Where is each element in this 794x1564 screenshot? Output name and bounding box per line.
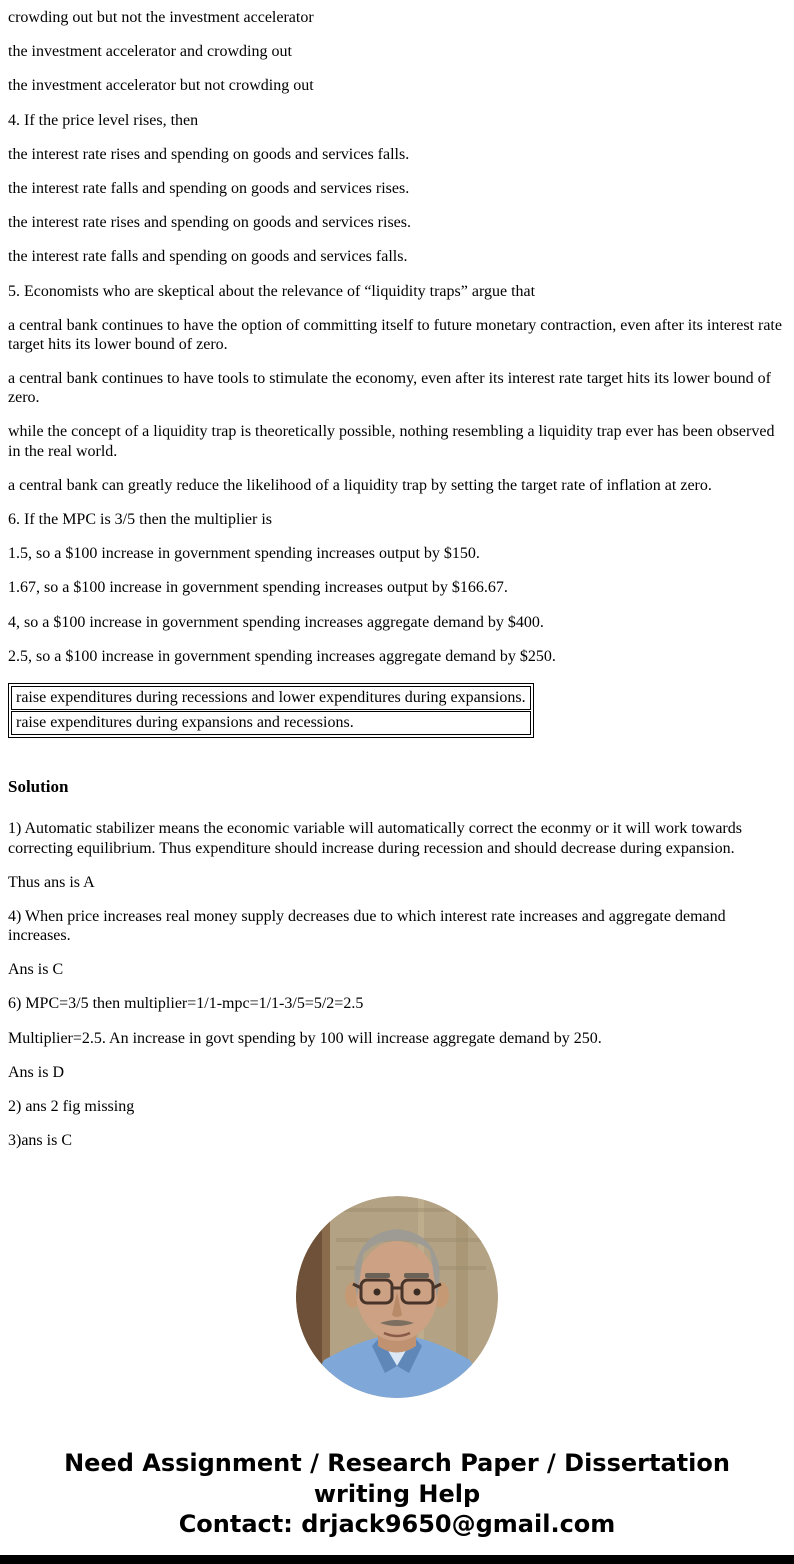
solution-section	[8, 777, 786, 1150]
paragraph: 4) When price increases real money supply decreases due to which interest rate increases and aggregate demand increases.	[8, 907, 726, 945]
paragraph: 1.5, so a $100 increase in government spending increases output by $150.	[8, 545, 480, 563]
paragraph: the interest rate rises and spending on goods and services falls.	[8, 145, 410, 163]
paragraph: a central bank can greatly reduce the likelihood of a liquidity trap by setting the target rate of inflation at zero.	[8, 476, 712, 494]
avatar-container	[296, 1196, 498, 1398]
footer-contact-email: Contact: drjack9650@gmail.com	[178, 1509, 616, 1538]
paragraph: a central bank continues to have the option of committing itself to future monetary contraction, even after its interest rate target hits its lower bound of zero.	[8, 316, 782, 353]
paragraph: the investment accelerator and crowding out	[8, 43, 292, 61]
paragraph: Multiplier=2.5. An increase in govt spending by 100 will increase aggregate demand by 250.	[8, 1029, 602, 1047]
table-row: raise expenditures during expansions and recessions.	[11, 711, 531, 735]
paragraph: a central bank continues to have tools to stimulate the economy, even after its interest rate target hits its lower bound of zero.	[8, 370, 771, 407]
paragraph: 1.67, so a $100 increase in government spending increases output by $166.67.	[8, 579, 508, 597]
paragraph: 2.5, so a $100 increase in government spending increases aggregate demand by $250.	[8, 647, 556, 665]
paragraph: Ans is C	[8, 961, 64, 979]
paragraph: the interest rate rises and spending on goods and services rises.	[8, 214, 412, 232]
footer-help-text: Need Assignment / Research Paper / Dissertation writing Help	[64, 1449, 730, 1508]
avatar	[296, 1196, 498, 1398]
paragraph: the interest rate falls and spending on goods and services falls.	[8, 248, 408, 266]
paragraph: the investment accelerator but not crowding out	[8, 77, 314, 95]
footer	[32, 1448, 762, 1539]
bottom-bar	[0, 1555, 794, 1564]
paragraph: 2) ans 2 fig missing	[8, 1098, 135, 1115]
paragraph: crowding out but not the investment accelerator	[8, 9, 314, 26]
table-row: raise expenditures during recessions and lower expenditures during expansions.	[11, 686, 531, 710]
paragraph: 1) Automatic stabilizer means the economic variable will automatically correct the econmy or it will work towards correcting equilibrium. Thus expenditure should increase during recession and should decrease during expansion.	[8, 820, 742, 857]
paragraph: 4, so a $100 increase in government spending increases aggregate demand by $400.	[8, 613, 544, 631]
paragraph: 3)ans is C	[8, 1132, 72, 1150]
paragraph: 4. If the price level rises, then	[8, 111, 199, 129]
answer-options-table	[8, 683, 534, 738]
paragraph: Ans is D	[8, 1063, 65, 1081]
question-section	[8, 8, 786, 753]
paragraph: while the concept of a liquidity trap is theoretically possible, nothing resembling a liquidity trap ever has been observed in the real world.	[8, 423, 775, 460]
paragraph: Thus ans is A	[8, 873, 95, 891]
paragraph: 6) MPC=3/5 then multiplier=1/1-mpc=1/1-3/5=5/2=2.5	[8, 995, 364, 1013]
paragraph: 6. If the MPC is 3/5 then the multiplier is	[8, 511, 272, 528]
paragraph: the interest rate falls and spending on goods and services rises.	[8, 179, 410, 197]
paragraph: 5. Economists who are skeptical about the relevance of “liquidity traps” argue that	[8, 282, 536, 300]
solution-heading: Solution	[8, 777, 69, 797]
